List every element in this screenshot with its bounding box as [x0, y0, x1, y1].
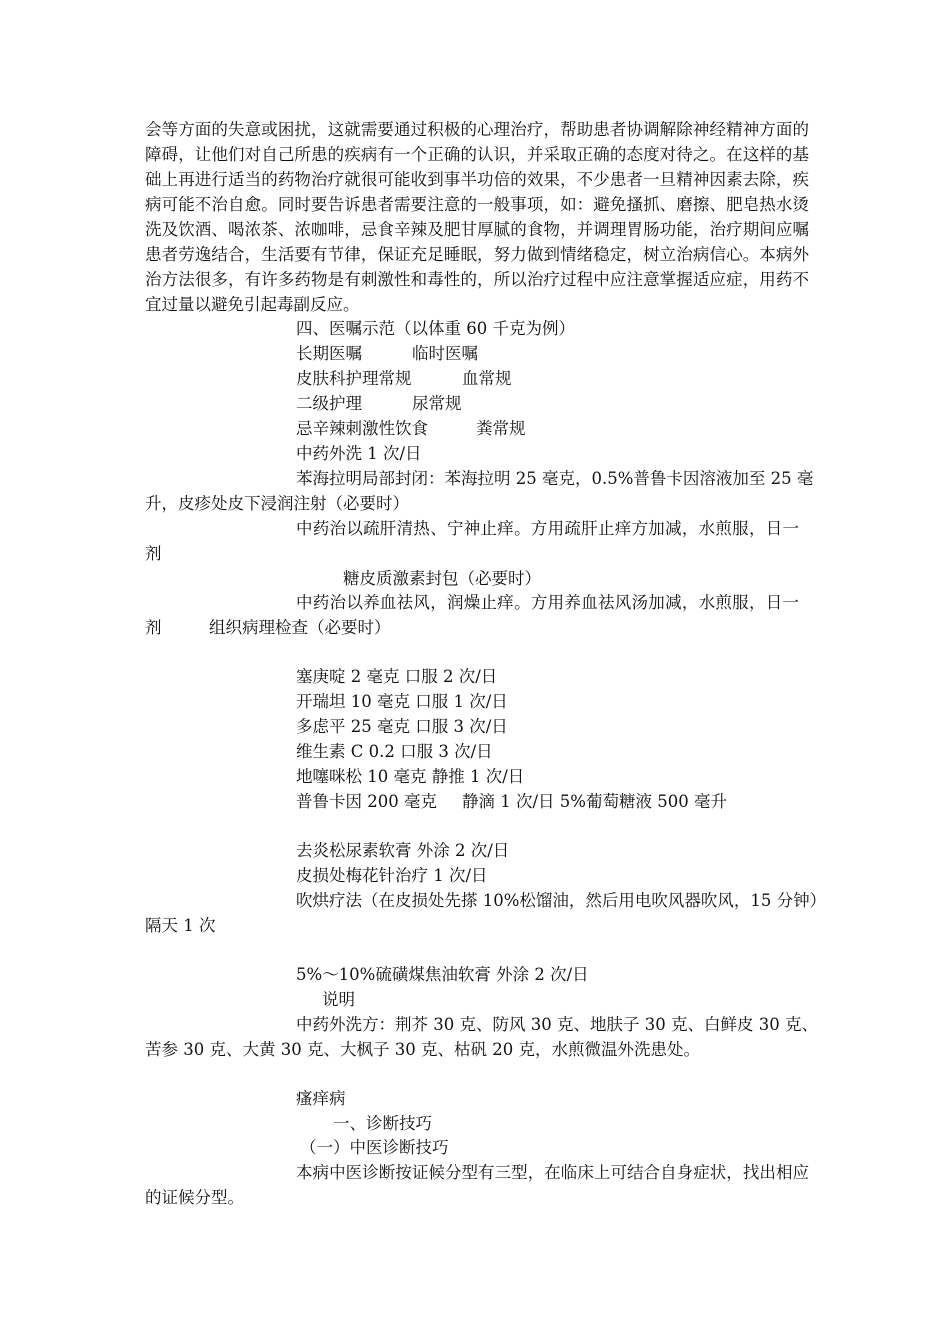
order-item: 剂: [145, 618, 162, 637]
order-item: 多虑平 25 毫克 口服 3 次/日: [296, 717, 508, 736]
order-item: 忌辛辣刺激性饮食: [296, 419, 428, 438]
order-item: 开瑞坦 10 毫克 口服 1 次/日: [296, 692, 508, 711]
order-item: 普鲁卡因 200 毫克: [296, 792, 437, 811]
paragraph-line: 障碍，让他们对自己所患的疾病有一个正确的认识，并采取正确的态度对待之。在这样的基: [145, 145, 809, 164]
orders-heading: 四、医嘱示范（以体重 60 千克为例）: [296, 319, 575, 338]
order-item: 二级护理: [296, 394, 362, 413]
section-heading: 一、诊断技巧: [333, 1114, 432, 1133]
order-item: 吹烘疗法（在皮损处先搽 10%松馏油，然后用电吹风器吹风，15 分钟）: [296, 891, 827, 910]
order-item: 维生素 C 0.2 口服 3 次/日: [296, 742, 493, 761]
temporary-orders-label: 临时医嘱: [412, 344, 478, 363]
long-term-orders-label: 长期医嘱: [296, 344, 362, 363]
order-item: 去炎松尿素软膏 外涂 2 次/日: [296, 841, 510, 860]
section-subheading: （一）中医诊断技巧: [300, 1138, 449, 1157]
paragraph-line: 会等方面的失意或困扰，这就需要通过积极的心理治疗，帮助患者协调解除神经精神方面的: [145, 120, 809, 139]
paragraph-line: 本病中医诊断按证候分型有三型，在临床上可结合自身症状，找出相应: [296, 1163, 809, 1182]
paragraph-line: 的证候分型。: [145, 1188, 244, 1207]
order-item: 塞庚啶 2 毫克 口服 2 次/日: [296, 667, 498, 686]
paragraph-line: 病可能不治自愈。同时要告诉患者需要注意的一般事项，如：避免搔抓、磨擦、肥皂热水烫: [145, 195, 809, 214]
paragraph-line: 洗及饮酒、喝浓茶、浓咖啡，忌食辛辣及肥甘厚腻的食物，并调理胃肠功能，治疗期间应嘱: [145, 220, 809, 239]
order-item: 升，皮疹处皮下浸润注射（必要时）: [145, 494, 409, 513]
order-item: 5%～10%硫磺煤焦油软膏 外涂 2 次/日: [296, 965, 589, 984]
order-item: 中药治以养血祛风，润燥止痒。方用养血祛风汤加减，水煎服，日一: [296, 593, 799, 612]
order-item: 尿常规: [412, 394, 462, 413]
note-text: 苦参 30 克、大黄 30 克、大枫子 30 克、枯矾 20 克，水煎微温外洗患处。: [145, 1040, 700, 1059]
paragraph-line: 宜过量以避免引起毒副反应。: [145, 295, 360, 314]
order-item: 血常规: [462, 369, 512, 388]
order-item: 地噻咪松 10 毫克 静推 1 次/日: [296, 767, 525, 786]
note-text: 中药外洗方：荆芥 30 克、防风 30 克、地肤子 30 克、白鲜皮 30 克、: [296, 1015, 818, 1034]
order-item: 静滴 1 次/日 5%葡萄糖液 500 毫升: [462, 792, 727, 811]
order-item: 剂: [145, 544, 162, 563]
order-item: 中药治以疏肝清热、宁神止痒。方用疏肝止痒方加减，水煎服，日一: [296, 519, 799, 538]
section-disease-title: 瘙痒病: [296, 1089, 346, 1108]
order-item: 糖皮质激素封包（必要时）: [343, 569, 541, 588]
order-item: 苯海拉明局部封闭：苯海拉明 25 毫克，0.5%普鲁卡因溶液加至 25 毫: [296, 469, 814, 488]
order-item: 组织病理检查（必要时）: [209, 618, 391, 637]
paragraph-line: 础上再进行适当的药物治疗就很可能收到事半功倍的效果，不少患者一旦精神因素去除，疾: [145, 170, 809, 189]
order-item: 粪常规: [476, 419, 526, 438]
paragraph-line: 患者劳逸结合，生活要有节律，保证充足睡眠，努力做到情绪稳定，树立治病信心。本病外: [145, 245, 809, 264]
paragraph-line: 治方法很多，有许多药物是有刺激性和毒性的，所以治疗过程中应注意掌握适应症，用药不: [145, 270, 809, 289]
order-item: 隔天 1 次: [145, 916, 216, 935]
order-item: 皮损处梅花针治疗 1 次/日: [296, 866, 488, 885]
order-item: 皮肤科护理常规: [296, 369, 412, 388]
note-label: 说明: [322, 990, 355, 1009]
order-item: 中药外洗 1 次/日: [296, 444, 422, 463]
